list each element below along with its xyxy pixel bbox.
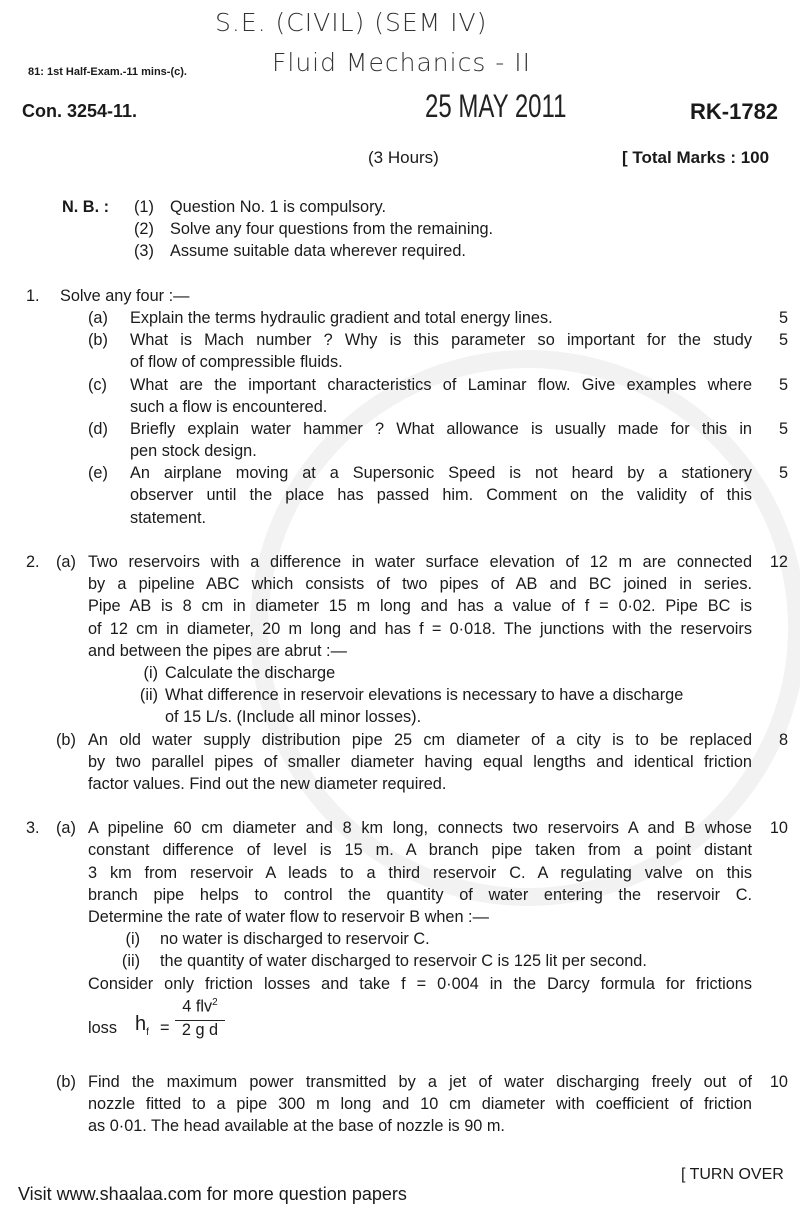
- formula-lhs: [135, 1013, 149, 1038]
- question-text: What is Mach number ? Why is this parameter so important for the study: [130, 331, 752, 350]
- blank-line: [0, 263, 800, 285]
- question-line: [0, 662, 800, 684]
- question-text: statement.: [130, 508, 207, 527]
- question-text: factor values. Find out the new diameter required.: [88, 774, 447, 793]
- question-text: Find the maximum power transmitted by a jet of water discharging freely out of: [88, 1072, 752, 1091]
- question-text: 3 km from reservoir A leads to a third reservoir C. A regulating valve on this: [88, 863, 752, 882]
- question-text: as 0·01. The head available at the base of nozzle is 90 m.: [88, 1117, 505, 1136]
- con-number: Con. 3254-11.: [22, 101, 138, 121]
- question-text: Two reservoirs with a difference in water surface elevation of 12 m are connected: [88, 553, 752, 571]
- question-line: [0, 484, 800, 506]
- sub-question-label: (e): [88, 464, 108, 483]
- nb-item-text: Solve any four questions from the remaining.: [170, 220, 494, 239]
- sub-question-label: (a): [56, 819, 76, 838]
- question-text: What difference in reservoir elevations is necessary to have a discharge: [165, 686, 684, 705]
- sub-question-label: (c): [88, 375, 107, 394]
- nb-item: [0, 218, 800, 240]
- question-text: constant difference of level is 15 m. A branch pipe taken from a point distant: [88, 841, 752, 860]
- question-text: branch pipe helps to control the quantity of water entering the reservoir C.: [88, 885, 752, 904]
- friction-loss-formula: [0, 995, 800, 1071]
- question-text: An airplane moving at a Supersonic Speed is not heard by a stationery: [130, 464, 752, 483]
- question-line: [0, 1071, 800, 1093]
- question-line: [0, 684, 800, 706]
- marks: 5: [778, 331, 788, 350]
- marks: 10: [769, 819, 788, 838]
- formula-fraction: [175, 997, 225, 1040]
- formula-numerator-exponent: 2: [212, 996, 218, 1008]
- question-line: [0, 973, 800, 995]
- question-text: Pipe AB is 8 cm in diameter 15 m long and has a value of f = 0·02. Pipe BC is: [88, 597, 752, 616]
- question-text: Calculate the discharge: [165, 663, 336, 682]
- sub-question-label: (a): [56, 553, 76, 571]
- question-text: An old water supply distribution pipe 25 cm diameter of a city is to be replaced: [88, 730, 752, 749]
- formula-lhs-symbol: h: [135, 1012, 147, 1035]
- website-note: Visit www.shaalaa.com for more question papers: [18, 1184, 407, 1204]
- question-text: no water is discharged to reservoir C.: [160, 930, 430, 949]
- question-line: [0, 507, 800, 529]
- question-number: 1.: [26, 286, 40, 305]
- marks: 5: [778, 464, 788, 483]
- question-text: of flow of compressible fluids.: [130, 353, 343, 372]
- formula-numerator-text: 4 flv: [182, 997, 213, 1016]
- formula-denominator: 2 g d: [181, 1021, 219, 1040]
- marks: 8: [778, 730, 788, 749]
- paper-code: RK-1782: [690, 99, 779, 124]
- duration: (3 Hours): [368, 148, 439, 167]
- question-text: the quantity of water discharged to reservoir C is 125 lit per second.: [160, 952, 647, 971]
- blank-line: [0, 529, 800, 551]
- marks: 5: [778, 375, 788, 394]
- question-line: [0, 462, 800, 484]
- question-text: nozzle fitted to a pipe 300 m long and 10 cm diameter with coefficient of friction: [88, 1094, 752, 1113]
- question-line: [0, 551, 800, 573]
- formula-equals: =: [160, 1018, 170, 1037]
- formula-lhs-subscript: f: [146, 1026, 149, 1038]
- question-text: and between the pipes are abrut :—: [88, 641, 347, 660]
- handwritten-course: S.E. (CIVIL) (SEM IV): [215, 8, 488, 37]
- question-number: 3.: [26, 819, 40, 838]
- question-line: [0, 595, 800, 617]
- nb-item: [0, 196, 800, 218]
- question-text: by two parallel pipes of smaller diameter having equal lengths and identical friction: [88, 752, 752, 771]
- question-line: [0, 729, 800, 751]
- question-line: [0, 573, 800, 595]
- question-line: [0, 329, 800, 351]
- question-text: by a pipeline ABC which consists of two pipes of AB and BC joined in series.: [88, 575, 752, 594]
- nb-item-text: Question No. 1 is compulsory.: [170, 198, 386, 216]
- blank-line: [0, 795, 800, 817]
- nb-item-label: (1): [134, 198, 154, 216]
- question-line: [0, 950, 800, 972]
- question-text: A pipeline 60 cm diameter and 8 km long, connects two reservoirs A and B whose: [88, 819, 752, 838]
- question-text: Solve any four :—: [60, 286, 190, 305]
- question-line: [0, 751, 800, 773]
- question-line: [0, 884, 800, 906]
- question-number: 2.: [26, 553, 40, 571]
- question-text: Consider only friction losses and take f = 0·004 in the Darcy formula for frictions: [88, 974, 752, 993]
- total-marks: [ Total Marks : 100: [622, 148, 770, 167]
- date-stamp: 25 MAY 2011: [425, 88, 567, 124]
- question-text: Explain the terms hydraulic gradient and total energy lines.: [130, 308, 553, 327]
- sub-question-label: (b): [88, 331, 108, 350]
- sub-question-label: (d): [88, 419, 108, 438]
- question-line: [0, 440, 800, 462]
- question-line: [0, 1093, 800, 1115]
- sub-question-label: (i): [143, 663, 158, 682]
- question-line: [0, 640, 800, 662]
- question-line: [0, 1115, 800, 1137]
- nb-item-text: Assume suitable data wherever required.: [170, 242, 466, 261]
- sub-question-label: (ii): [121, 952, 140, 971]
- question-line: [0, 839, 800, 861]
- sub-question-label: (i): [125, 930, 140, 949]
- question-line: [0, 817, 800, 839]
- marks: 12: [769, 553, 788, 571]
- question-body: [0, 196, 800, 1137]
- question-text: of 12 cm in diameter, 20 m long and has f = 0·018. The junctions with the reservoirs: [88, 619, 752, 638]
- sub-question-label: (b): [56, 1072, 76, 1091]
- question-text: pen stock design.: [130, 442, 257, 461]
- marks: 5: [778, 308, 788, 327]
- nb-item-label: (3): [134, 242, 154, 261]
- formula-numerator: [175, 997, 225, 1021]
- question-line: [0, 418, 800, 440]
- print-code: 81: 1st Half-Exam.-11 mins-(c).: [28, 66, 187, 78]
- turn-over-note: [ TURN OVER: [681, 1166, 784, 1183]
- question-line: [0, 706, 800, 728]
- question-line: [0, 374, 800, 396]
- nb-item-label: (2): [134, 220, 154, 239]
- sub-question-label: (a): [88, 308, 108, 327]
- question-line: [0, 773, 800, 795]
- question-line: [0, 906, 800, 928]
- question-text: Briefly explain water hammer ? What allowance is usually made for this in: [130, 419, 752, 438]
- sub-question-label: (ii): [139, 686, 158, 705]
- question-text: such a flow is encountered.: [130, 397, 328, 416]
- sub-question-label: (b): [56, 730, 76, 749]
- question-line: [0, 396, 800, 418]
- question-line: [0, 351, 800, 373]
- question-text: Determine the rate of water flow to reservoir B when :—: [88, 908, 489, 926]
- marks: 10: [769, 1072, 788, 1091]
- question-line: [0, 285, 800, 307]
- question-text: What are the important characteristics of Laminar flow. Give examples where: [130, 375, 752, 394]
- question-line: [0, 862, 800, 884]
- nb-label: N. B. :: [62, 198, 110, 216]
- nb-item: [0, 240, 800, 262]
- question-text: observer until the place has passed him. Comment on the validity of this: [130, 486, 752, 505]
- question-text: of 15 L/s. (Include all minor losses).: [165, 708, 422, 727]
- marks: 5: [778, 419, 788, 438]
- question-line: [0, 618, 800, 640]
- handwritten-subject: Fluid Mechanics - II: [272, 48, 532, 77]
- question-line: [0, 307, 800, 329]
- question-line: [0, 928, 800, 950]
- formula-prefix: loss: [88, 1018, 117, 1037]
